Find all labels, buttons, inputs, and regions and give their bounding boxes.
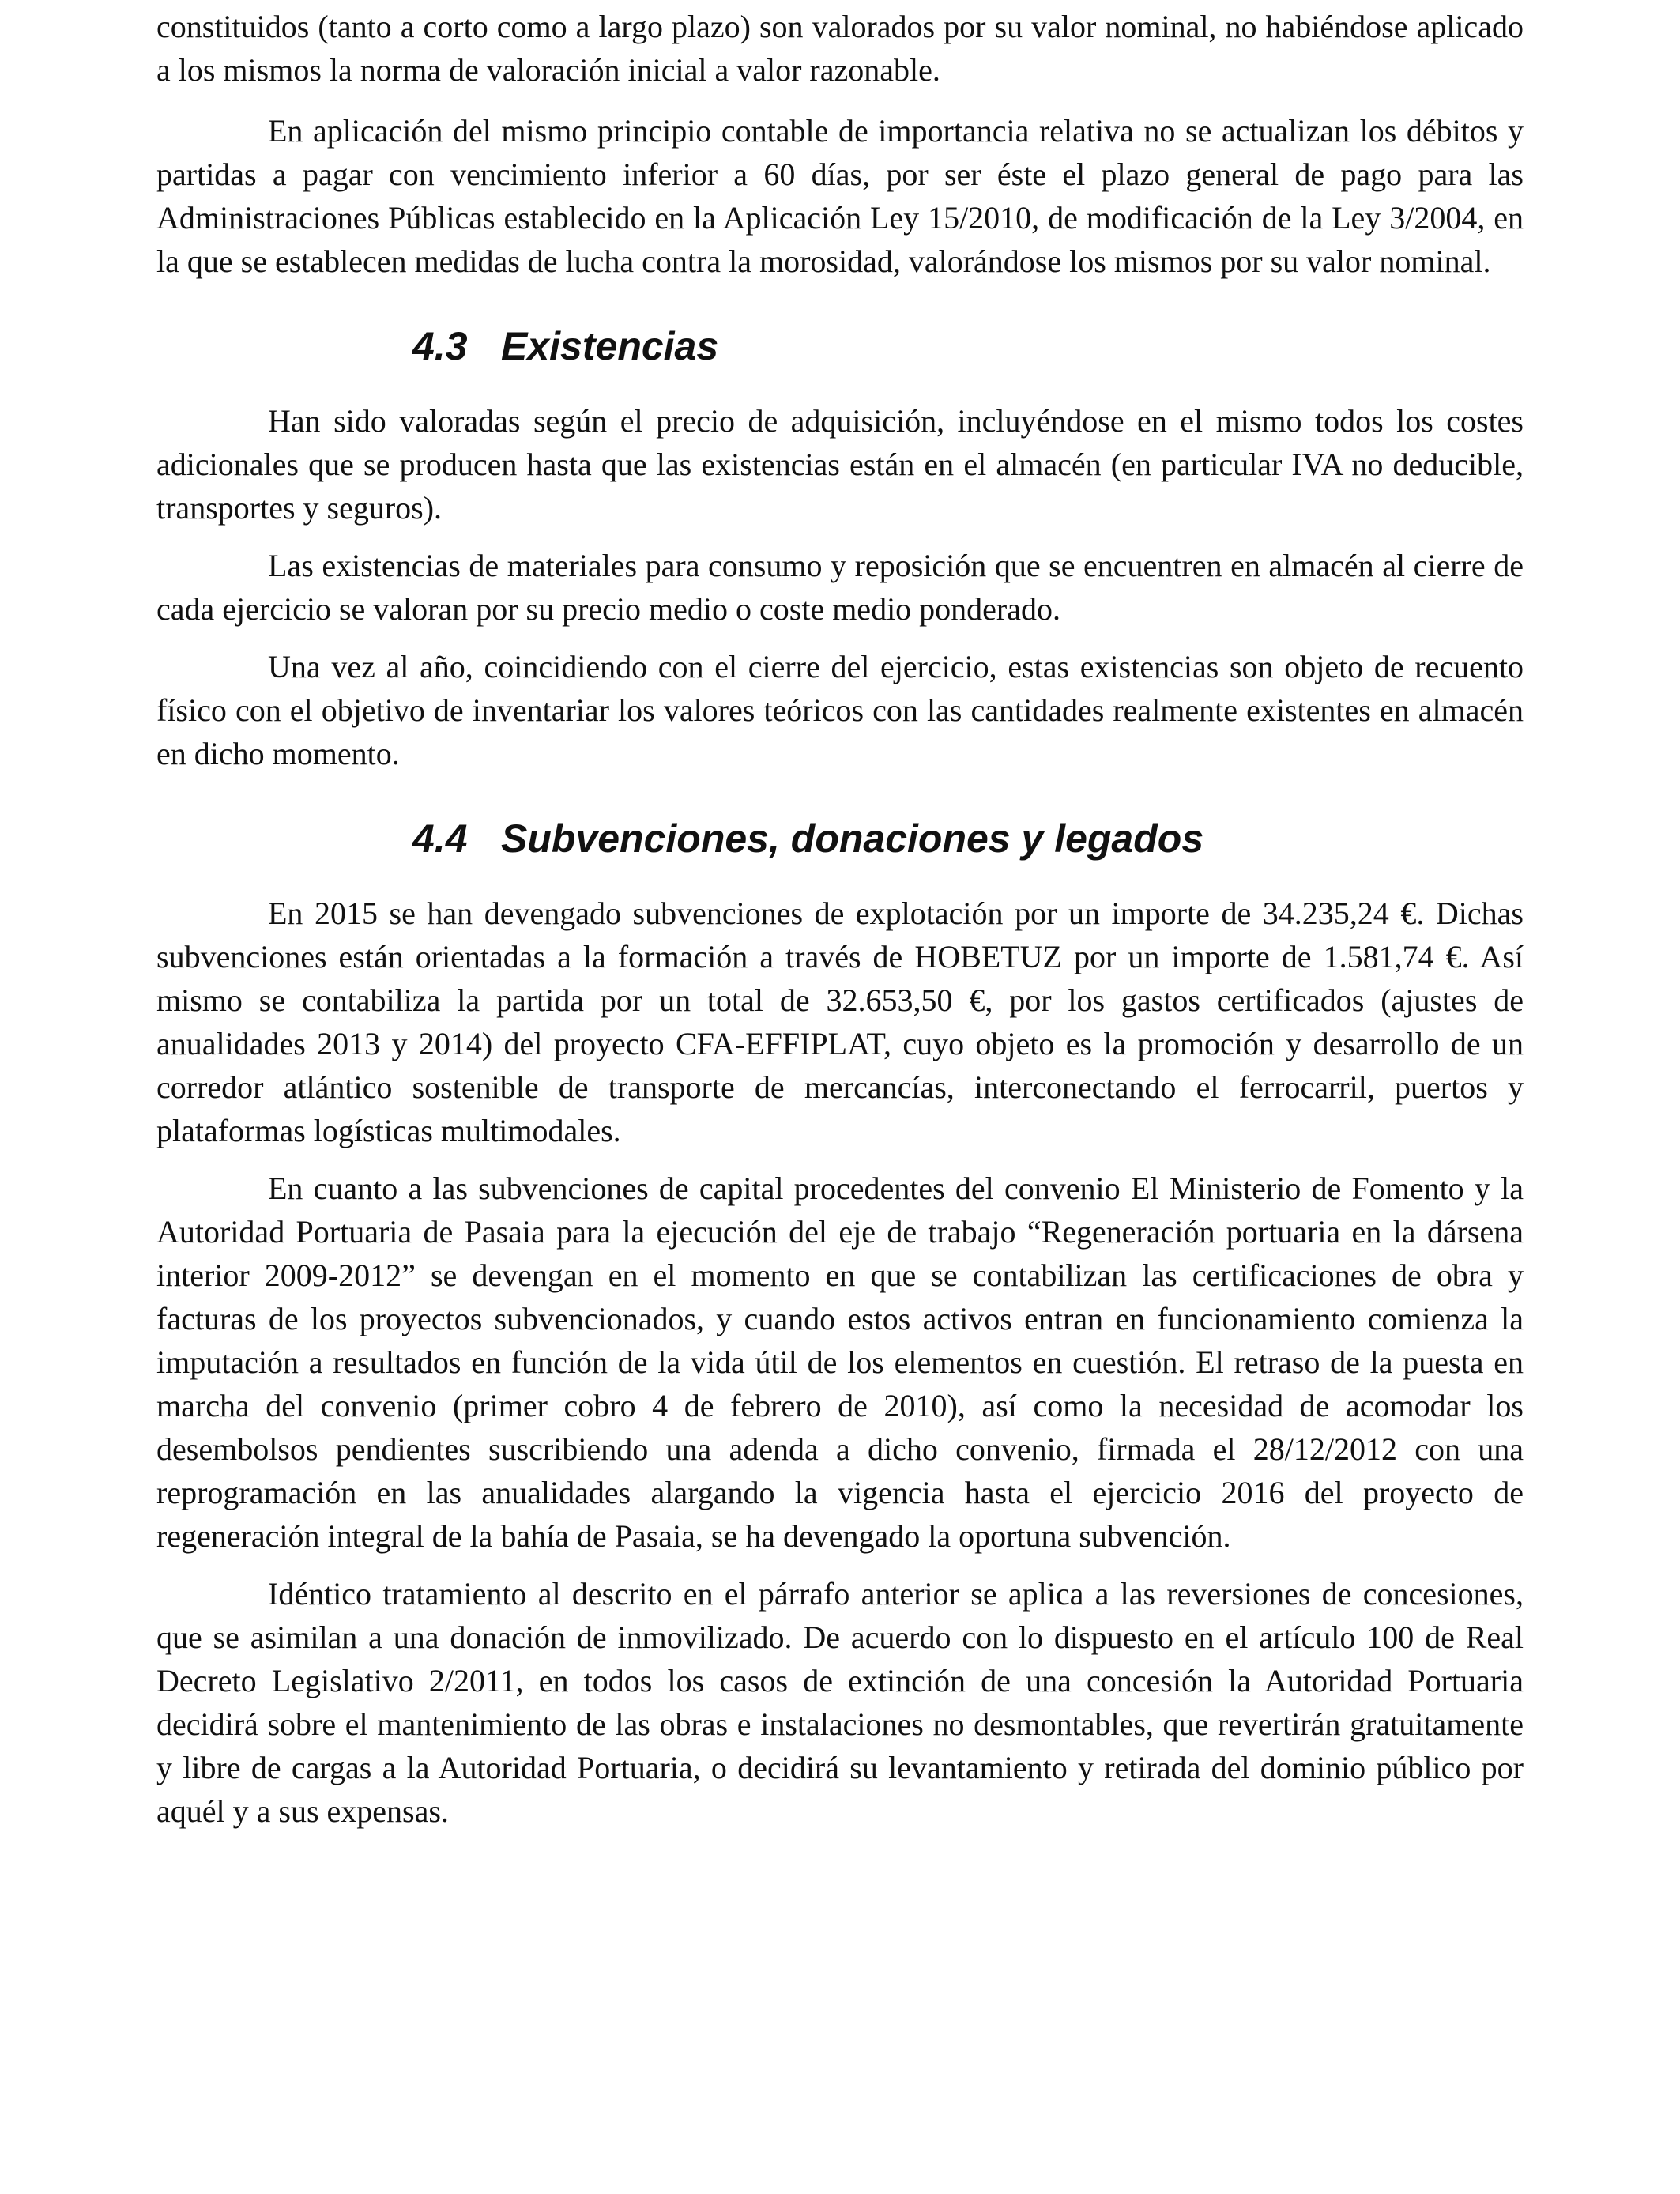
- paragraph-subvenciones-explotacion: En 2015 se han devengado subvenciones de explotación por un importe de 34.235,24 €. Dichas subvenciones están orientadas a la formación a través de HOBETUZ por un importe de 1.581,74 €. Así mismo se contabiliza la partida por un total de 32.653,50 €, por los gastos certificados (ajustes de anualidades 2013 y 2014) del proyecto CFA-EFFIPLAT, cuyo objeto es la promoción y desarrollo de un corredor atlántico sostenible de transporte de mercancías, interconectando el ferrocarril, puertos y plataformas logísticas multimodales.: [156, 895, 1524, 1148]
- section-heading-existencias: [156, 322, 1524, 370]
- paragraph-continuation: constituidos (tanto a corto como a largo plazo) son valorados por su valor nominal, no habiéndose aplicado a los mismos la norma de valoración inicial a valor razonable.: [156, 9, 1524, 88]
- section-title: Existencias: [501, 324, 719, 368]
- section-heading-subvenciones: [156, 815, 1524, 862]
- document-page: [156, 5, 1524, 1833]
- paragraph-existencias-recuento: Una vez al año, coincidiendo con el cierre del ejercicio, estas existencias son objeto de recuento físico con el objetivo de inventariar los valores teóricos con las cantidades realmente existentes en almacén en dicho momento.: [156, 649, 1524, 771]
- section-number: 4.3: [412, 324, 468, 368]
- paragraph-existencias-materiales: Las existencias de materiales para consumo y reposición que se encuentren en almacén al cierre de cada ejercicio se valoran por su precio medio o coste medio ponderado.: [156, 548, 1524, 627]
- paragraph-subvenciones-capital: En cuanto a las subvenciones de capital procedentes del convenio El Ministerio de Fomento y la Autoridad Portuaria de Pasaia para la ejecución del eje de trabajo “Regeneración portuaria en la dársena interior 2009-2012” se devengan en el momento en que se contabilizan las certificaciones de obra y facturas de los proyectos subvencionados, y cuando estos activos entran en funcionamiento comienza la imputación a resultados en función de la vida útil de los elementos en cuestión. El retraso de la puesta en marcha del convenio (primer cobro 4 de febrero de 2010), así como la necesidad de acomodar los desembolsos pendientes suscribiendo una adenda a dicho convenio, firmada el 28/12/2012 con una reprogramación en las anualidades alargando la vigencia hasta el ejercicio 2016 del proyecto de regeneración integral de la bahía de Pasaia, se ha devengado la oportuna subvención.: [156, 1171, 1524, 1554]
- paragraph-importancia-relativa: En aplicación del mismo principio contable de importancia relativa no se actualizan los débitos y partidas a pagar con vencimiento inferior a 60 días, por ser éste el plazo general de pago para las Administraciones Públicas establecido en la Aplicación Ley 15/2010, de modificación de la Ley 3/2004, en la que se establecen medidas de lucha contra la morosidad, valorándose los mismos por su valor nominal.: [156, 113, 1524, 279]
- paragraph-existencias-valoracion: Han sido valoradas según el precio de adquisición, incluyéndose en el mismo todos los costes adicionales que se producen hasta que las existencias están en el almacén (en particular IVA no deducible, transportes y seguros).: [156, 403, 1524, 526]
- section-number: 4.4: [412, 816, 468, 861]
- paragraph-reversiones-concesiones: Idéntico tratamiento al descrito en el párrafo anterior se aplica a las reversiones de concesiones, que se asimilan a una donación de inmovilizado. De acuerdo con lo dispuesto en el artículo 100 de Real Decreto Legislativo 2/2011, en todos los casos de extinción de una concesión la Autoridad Portuaria decidirá sobre el mantenimiento de las obras e instalaciones no desmontables, que revertirán gratuitamente y libre de cargas a la Autoridad Portuaria, o decidirá su levantamiento y retirada del dominio público por aquél y a sus expensas.: [156, 1576, 1524, 1829]
- section-title: Subvenciones, donaciones y legados: [501, 816, 1204, 861]
